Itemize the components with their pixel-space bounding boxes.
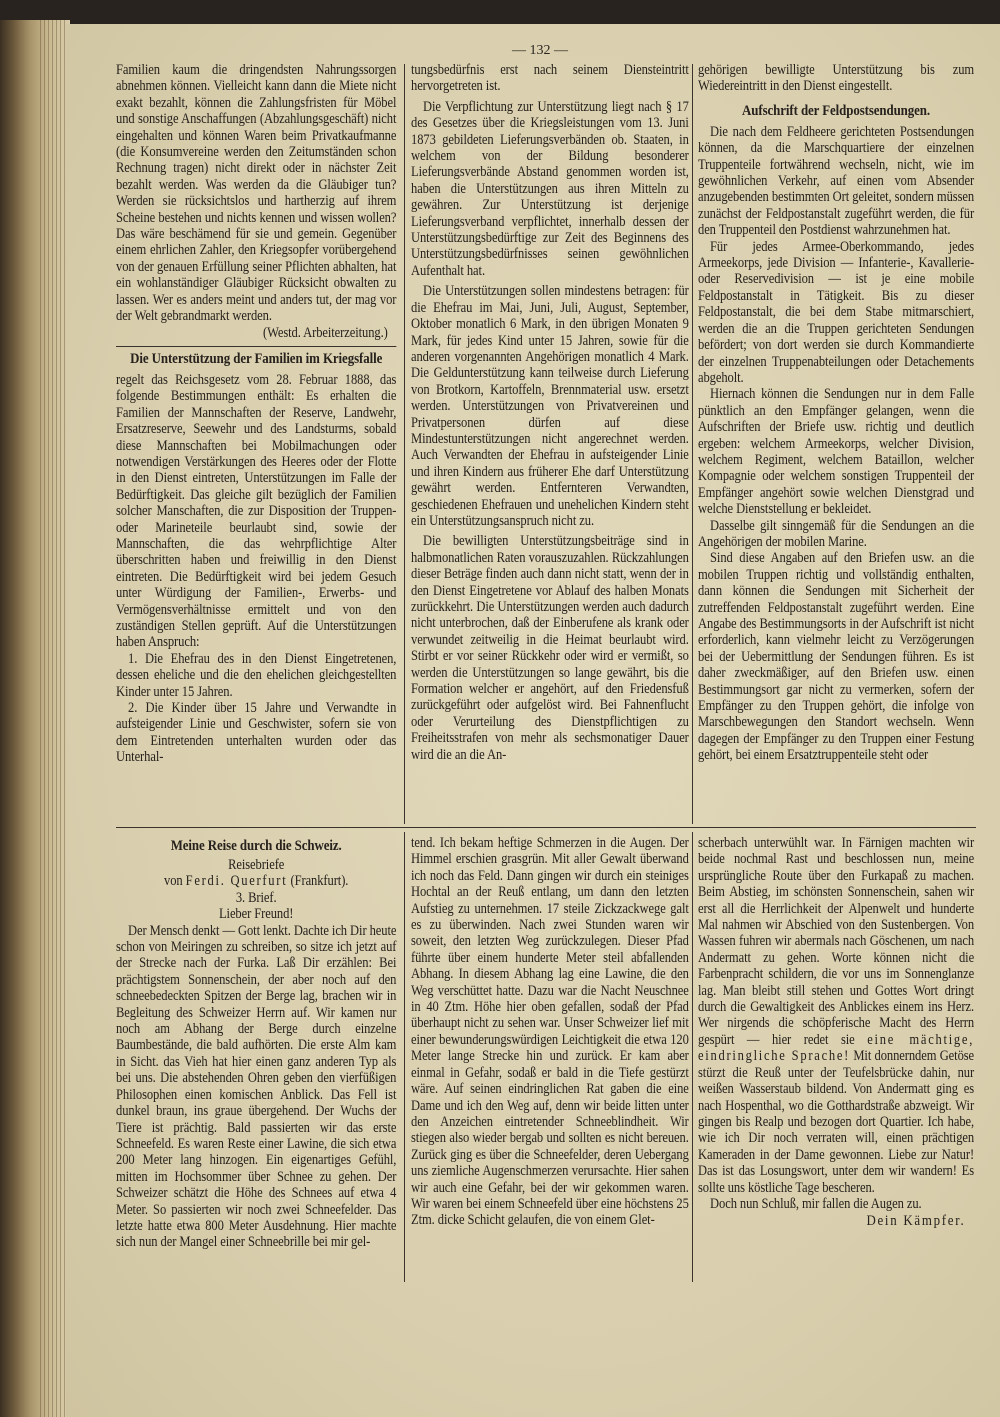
article-column-2 [411, 62, 689, 763]
column-body [411, 62, 689, 763]
byline-prefix: von [163, 873, 183, 890]
article-heading: Meine Reise durch die Schweiz. [170, 838, 342, 854]
text: scherbach unterwühlt war. In Färnigen machten wir beide nochmal Rast und beschlossen nun, meine ursprüngliche Route über den Furkapaß zu machen. Beim Abstieg, im schönsten Sonnenschein, sahen wir erst all die Herrlichkeit der Alpenwelt und hunderte Mal nahmen wir Abschied von den Sustenbergen. Von Wassen fuhren wir abermals nach Göschenen, um nach Andermatt zu gehen. Worte können nicht die Farbenpracht schildern, die vor uns im Sonnenglanze lag. Man bleibt still stehen und Gottes Wort dringt durch die Gewaltigkeit des Anblickes einem ins Herz. Wer nirgends die schöpferische Macht des Herrn gespürt — hier redet sie [698, 835, 975, 1048]
column-rule [404, 64, 405, 824]
paragraph: tungsbedürfnis erst nach seinem Diensteintritt hervorgetreten ist. [411, 62, 689, 95]
paragraph: Doch nun Schluß, mir fallen die Augen zu. [710, 1195, 922, 1212]
page-edges [40, 20, 68, 1417]
article-heading: Die Unterstützung der Familien im Kriegsfalle [130, 350, 383, 367]
paragraph: Die bewilligten Unterstützungsbeiträge sind in halbmonatlichen Raten vorauszuzahlen. Rückzahlungen dieser Beträge finden auch dann nicht statt, wenn der in den Dienst Eingetretene vor Ablauf des halben Monats zurückkehrt. Die Unterstützungen werden auch dadurch nicht unterbrochen, daß der Einberufene als krank oder verwundet zeitweilig in die Heimat beurlaubt wird. Stirbt er vor seiner Rückkehr oder wird er vermißt, so werden die Unterstützungen so lange gewährt, bis die Formation welcher er angehört, auf den Friedensfuß zurückgeführt oder aufgelöst wird. Bei Fahnenflucht oder Verurteilung des Dienstpflichtigen zu Freiheitsstrafen von mehr als sechsmonatiger Dauer wird die an die An- [411, 533, 689, 763]
paragraph [698, 835, 974, 1196]
signature [698, 1212, 974, 1230]
salutation: Lieber Freund! [218, 906, 294, 923]
article-column-1 [116, 62, 396, 766]
column-body [116, 62, 396, 766]
travel-letter-column-2 [411, 835, 689, 1229]
page-number: — 132 — [512, 43, 568, 58]
author: Ferdi. Querfurt [185, 873, 288, 890]
paragraph: Dasselbe gilt sinngemäß für die Sendungen an die Angehörigen der mobilen Marine. [698, 517, 975, 550]
paragraph: Hiernach können die Sendungen nur in dem Falle pünktlich an den Empfänger gelangen, wenn die Aufschriften der Briefe usw. richtig und deutlich ergeben: welchem Armeekorps, welcher Division, welchem Regiment, welchem Bataillon, welcher Kompagnie oder welchem sonstigen Truppenteil der Empfänger angehört sowie welchen Dienstgrad und welche Dienststellung er bekleidet. [698, 386, 975, 518]
byline-suffix: (Frankfurt). [290, 873, 349, 890]
column-body [698, 62, 974, 764]
paragraph: Die nach dem Feldheere gerichteten Postsendungen können, da die Marschquartiere der einzelnen Truppenteile fortwährend wechseln, nicht, wie im gewöhnlichen Verkehr, auf einen vom Absender anzugebenden bestimmten Ort geleitet, sondern müssen zunächst der Feldpostanstalt zugeführt werden, die für den Truppenteil den Postdienst wahrzunehmen hat. [698, 123, 975, 239]
divider [116, 346, 396, 347]
article-heading: Aufschrift der Feldpostsendungen. [742, 102, 930, 119]
source-credit: (Westd. Arbeiterzeitung.) [263, 324, 388, 341]
paragraph: tend. Ich bekam heftige Schmerzen in die Augen. Der Himmel erschien grasgrün. Mit aller Gewalt überwand ich noch das Feld. Dann gingen wir durch ein steiniges Hochtal an der Reuß entlang, um dann den letzten Aufstieg zu unternehmen. 17 steile Zickzackwege galt es zu überwinden. Nach zwei Stunden waren wir soweit, den letzten Weg zurückzulegen. Dieser Pfad führte über einem hunderte Meter steil abfallenden Abhang. In diesem Abhang lag eine Lawine, die den Weg verschüttet hatte. Dazu war die Nacht Neuschnee in 40 Ztm. Höhe hier oben gefallen, sodaß der Pfad überhaupt nicht zu sehen war. Unser Schweizer lief mit einer bewunderungswürdigen Leichtigkeit die etwa 120 Meter lange Strecke hin und zurück. Er kam aber einmal in Gefahr, sodaß er bald in die Tiefe gestürzt wäre. Auf seinen eindringlichen Rat gaben die eine Dame und ich den Weg auf, denn wir beide litten unter den Anzeichen eintretender Schneeblindheit. Wir stiegen also wieder bergab und sollten es nicht bereuen. Zurück ging es über die Schneefelder, deren Uebergang uns ziemliche Augenschmerzen verursachte. Hier sahen wir auch eine Gefahr, bei der wir gekommen waren. Wir waren bei einem Schneefeld über eine höchstens 25 Ztm. dicke Schicht gelaufen, die von einem Glet- [411, 835, 689, 1229]
paragraph: Sind diese Angaben auf den Briefen usw. an die mobilen Truppen richtig und vollständig enthalten, dann können die Sendungen mit Sicherheit der zutreffenden Feldpostanstalt zugeführt werden. Eine Angabe des Bestimmungsorts in der Aufschrift ist nicht erforderlich, kann vielmehr leicht zu Verzögerungen bei der Uebermittlung der Sendungen führen. Es ist daher zweckmäßiger, auf den Briefen usw. einen Bestimmungsort gar nicht zu vermerken, sofern der Empfänger zu den Truppen gehört, die infolge von Marschbewegungen den Standort wechseln. Wenn dagegen der Empfänger zu den Truppen einer Festung gehört, bei einem Ersatztruppenteile steht oder [698, 550, 975, 764]
paragraph: 2. Die Kinder über 15 Jahre und Verwandte in aufsteigender Linie und Geschwister, sofern sie von dem Eintretenden unterhalten wurden oder das Unterhal- [116, 700, 397, 766]
paragraph: 1. Die Ehefrau des in den Dienst Eingetretenen, dessen eheliche und die den ehelichen gleichgestellten Kinder unter 15 Jahren. [116, 650, 397, 700]
emphasized-text: eine mächtige, eindringliche Sprache! [698, 1031, 975, 1065]
paragraph: regelt das Reichsgesetz vom 28. Februar 1888, das folgende Bestimmungen enthält: Es erhalten die Familien der Mannschaften der Reserve, Landwehr, Ersatzreserve, Seewehr und des Landsturms, sobald diese Mannschaften bei Mobilmachungen oder notwendigen Verstärkungen des Heeres oder der Flotte in den Dienst eintreten, Unterstützungen im Falle der Bedürftigkeit. Das gleiche gilt bezüglich der Familien solcher Manschaften, die zur Disposition der Truppen- oder Marineteile beurlaubt sind, sowie der Mannschaften, die das wehrpflichtige Alter überschritten haben und freiwillig in den Dienst eintreten. Die Bedürftigkeit wird bei jedem Gesuch unter Würdigung der Familien-, Erwerbs- und Vermögensverhältnisse ermittelt und von den zuständigen Stellen geprüft. Auf die Unterstützungen haben Anspruch: [116, 371, 397, 651]
paragraph: Der Mensch denkt — Gott lenkt. Dachte ich Dir heute schon von Meiringen zu schreiben, so sitze ich jetzt auf der Strecke nach der Furka. Laß Dir erzählen: Bei prächtigstem Sonnenschein, der aber noch auf den schneebedeckten Spitzen der Berge lag, brachen wir in Begleitung des Schweizer Herrn auf. Wir kamen nur noch am Abhang der Berge durch einzelne Baumbestände, die bald aufhörten. Die erste Alm kam in Sicht. das Vieh hat hier einen ganz anderen Typ als bei uns. Die abstehenden Ohren geben den vierfüßigen Philosophen einen komischen Anblick. Das Fell ist dunkel braun, ins graue übergehend. Der Wuchs der Tiere ist prächtig. Bald passierten wir das erste Schneefeld. Es waren Reste einer Lawine, die sich etwa 200 Meter lang hinzogen. Ein eigenartiges Gefühl, mitten im Hochsommer über Schnee zu gehen. Der Schweizer schätzt die Höhe des Schnees auf etwa 4 Meter. So passierten wir noch zwei Schneefelder. Das letzte hatte etwa 800 Meter Ausdehnung. Hier machte sich nun der Mangel einer Schneebrille bei mir gel- [116, 922, 397, 1251]
travel-letter-column-3 [698, 835, 974, 1230]
paragraph: Für jedes Armee-Oberkommando, jedes Armeekorps, jede Division — Infanterie-, Kavallerie- oder Reservedivision — ist je eine mobile Feldpostanstalt in Tätigkeit. Bis zu dieser Feldpostanstalt, die bei dem Stabe mitmarschiert, werden die an die Truppen gerichteten Sendungen befördert; von dort werden sie durch Kommandierte der einzelnen Truppenabteilungen oder Detachements abgeholt. [698, 238, 975, 386]
article-column-3 [698, 62, 974, 764]
paragraph: Die Verpflichtung zur Unterstützung liegt nach § 17 des Gesetzes über die Kriegsleistungen vom 13. Juni 1873 gebildeten Lieferungsverbänden ob. Staaten, in welchem von der Bildung besonderer Lieferungsverbände Abstand genommen worden ist, haben die Unterstützungen aus ihren Mitteln zu gewähren. Zur Unterstützung ist derjenige Lieferungsverband verpflichtet, innerhalb dessen der Unterstützungsbedürftige zur Zeit des Beginnens des Unterstützungsbedürfnisses seinen gewöhnlichen Aufenthalt hat. [411, 98, 689, 279]
scan-background [0, 0, 1000, 26]
column-body [116, 838, 396, 1251]
paragraph: Familien kaum die dringendsten Nahrungssorgen abnehmen können. Vielleicht kann dann die Miete nicht exakt bezahlt, können die Zahlungsfristen für Möbel und sonstige Anschaffungen (Abzahlungsgeschäft) nicht eingehalten und können Waren beim Privatkaufmanne (die Konsumvereine werden den Zeitumständen schon Rechnung tragen) nicht direkt oder in nächster Zeit bezahlt werden. Was werden da die Gläubiger tun? Werden sie rücksichtslos und hartherzig auf ihrem Scheine bestehen und nichts kennen und wissen wollen? Das wäre beschämend für sie und gemein. Gegenüber einem ehrlichen Zahler, den Kriegsopfer vorübergehend von der genauen Erfüllung seiner Pflichten abhalten, hat ein wohlanständiger Gläubiger Rücksicht obwalten zu lassen. Wer es anders meint und anders tut, der mag vor der Welt gebrandmarkt werden. [116, 62, 397, 325]
text: Mit donnerndem Getöse stürzt die Reuß unter der Teufelsbrücke dahin, nur weißen Wasserstaub bildend. Von Andermatt ging es nach Hospenthal, wo die Gotthardstraße abzweigt. Wir gingen bis Realp und bezogen dort Quartier. Ich habe, wie ich Dir noch verraten will, einen prächtigen Kameraden in der Dame gewonnen. Liebe zur Natur! Das ist das Losungswort, unter dem wir wandern! Es sollte uns köstliche Tage bescheren. [698, 1048, 975, 1196]
signature-text: Dein Kämpfer. [866, 1213, 966, 1230]
paragraph: Die Unterstützungen sollen mindestens betragen: für die Ehefrau im Mai, Juni, Juli, August, September, Oktober monatlich 6 Mark, in den übrigen Monaten 9 Mark, für jedes Kind unter 15 Jahren, sowie für die anderen vorgenannten Angehörigen monatlich 4 Mark. Die Geldunterstützung kann teilweise durch Lieferung von Brotkorn, Kartoffeln, Brennmaterial usw. ersetzt werden. Unterstützungen von Privatvereinen und Privatpersonen dürfen auf diese Mindestunterstützungen nicht angerechnet werden. Auch Verwandten der Ehefrau in aufsteigender Linie und ihren Kindern aus früherer Ehe darf Unterstützung gewährt werden. Entfernteren Verwandten, geschiedenen Ehefrauen und unehelichen Kindern steht ein Unterstützungsanspruch nicht zu. [411, 283, 689, 529]
paragraph: gehörigen bewilligte Unterstützung bis zum Wiedereintritt in den Dienst eingestellt. [698, 62, 975, 95]
column-rule [404, 832, 405, 1282]
travel-letter-column-1 [116, 836, 396, 1251]
section-rule [116, 827, 976, 828]
column-body [698, 835, 974, 1230]
letter-number: 3. Brief. [235, 889, 277, 906]
column-rule [692, 64, 693, 824]
column-rule [692, 832, 693, 1282]
subtitle: Reisebriefe [228, 857, 285, 873]
column-body [411, 835, 689, 1229]
byline [116, 873, 396, 889]
